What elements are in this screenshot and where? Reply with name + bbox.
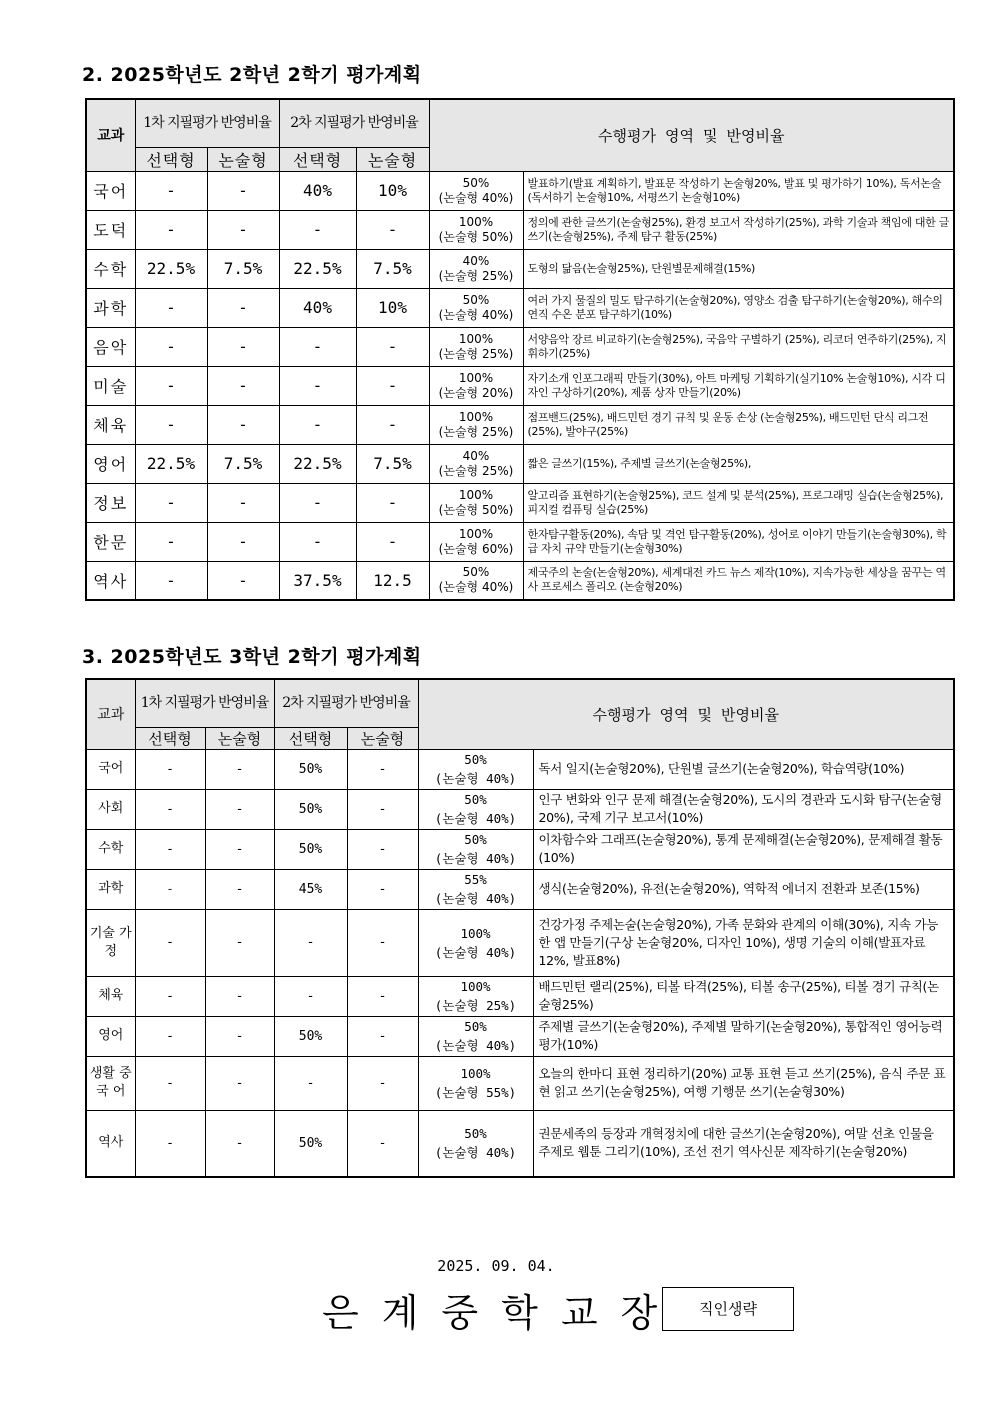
performance-ratio: 55% (464, 872, 487, 887)
performance-description-cell: 짧은 글쓰기(15%), 주제별 글쓰기(논술형25%), (523, 444, 954, 483)
second-essay-cell: - (356, 366, 429, 405)
table-row (86, 288, 954, 327)
second-essay-cell: - (356, 522, 429, 561)
performance-ratio: 100% (458, 409, 494, 424)
table-row (86, 829, 954, 869)
subject-cell: 국어 (86, 171, 135, 210)
subject-cell: 도덕 (86, 210, 135, 249)
header-first-exam: 1차 지필평가 반영비율 (135, 679, 274, 727)
first-essay-cell: - (207, 405, 279, 444)
performance-ratio: 40% (462, 448, 490, 463)
subject-cell: 한문 (86, 522, 135, 561)
performance-ratio-cell (429, 171, 523, 210)
performance-ratio-cell (429, 327, 523, 366)
first-essay-cell: - (205, 1016, 274, 1056)
subject-cell: 역사 (86, 561, 135, 600)
header-essay-1: 논술형 (207, 147, 279, 171)
second-essay-cell: - (347, 869, 418, 909)
second-choice-cell: 40% (279, 288, 356, 327)
first-essay-cell: - (207, 366, 279, 405)
subject-cell: 음악 (86, 327, 135, 366)
performance-description-cell: 점프밴드(25%), 배드민턴 경기 규칙 및 운동 손상 (논술형25%), 배드민턴 단식 리그전(25%), 발야구(25%) (523, 405, 954, 444)
seal-omitted-box: 직인생략 (662, 1287, 794, 1331)
performance-ratio-cell (429, 522, 523, 561)
table-row (86, 366, 954, 405)
second-choice-cell: 37.5% (279, 561, 356, 600)
performance-ratio-cell (418, 1110, 533, 1177)
section3-title: 3. 2025학년도 3학년 2학기 평가계획 (82, 646, 422, 668)
first-choice-cell: - (135, 829, 205, 869)
essay-ratio: (논술형 40%) (434, 771, 517, 786)
second-essay-cell: 7.5% (356, 444, 429, 483)
header-choice-1: 선택형 (135, 727, 205, 749)
performance-ratio-cell (418, 829, 533, 869)
performance-ratio-cell (418, 869, 533, 909)
table-row (86, 1056, 954, 1110)
subject-cell: 과학 (86, 869, 135, 909)
performance-ratio: 100% (460, 979, 491, 994)
first-choice-cell: - (135, 909, 205, 976)
subject-cell: 기술 가정 (86, 909, 135, 976)
second-choice-cell: - (274, 1056, 347, 1110)
document-date: 2025. 09. 04. (437, 1257, 555, 1275)
first-essay-cell: - (207, 171, 279, 210)
second-essay-cell: 12.5 (356, 561, 429, 600)
second-choice-cell: - (279, 366, 356, 405)
header-choice-2: 선택형 (279, 147, 356, 171)
first-choice-cell: - (135, 749, 205, 789)
table-row (86, 869, 954, 909)
first-essay-cell: - (205, 829, 274, 869)
first-essay-cell: - (207, 288, 279, 327)
performance-ratio: 50% (464, 792, 487, 807)
first-essay-cell: 7.5% (207, 249, 279, 288)
performance-ratio: 100% (458, 487, 494, 502)
performance-ratio-cell (429, 288, 523, 327)
table-row (86, 789, 954, 829)
first-choice-cell: - (135, 327, 207, 366)
essay-ratio: (논술형 40%) (434, 851, 517, 866)
second-essay-cell: 7.5% (356, 249, 429, 288)
table-row (86, 210, 954, 249)
first-essay-cell: - (207, 522, 279, 561)
performance-description-cell: 권문세족의 등장과 개혁정치에 대한 글쓰기(논술형20%), 여말 선초 인물을 주제로 웹툰 그리기(10%), 조선 전기 역사신문 제작하기(논술형20%) (533, 1110, 954, 1177)
first-essay-cell: - (205, 789, 274, 829)
performance-description-cell: 주제별 글쓰기(논술형20%), 주제별 말하기(논술형20%), 통합적인 영어능력평가(10%) (533, 1016, 954, 1056)
performance-description-cell: 자기소개 인포그래픽 만들기(30%), 아트 마케팅 기획하기(실기10% 논술형10%), 시각 디자인 구상하기(20%), 제품 상자 만들기(20%) (523, 366, 954, 405)
header-choice-1: 선택형 (135, 147, 207, 171)
subject-cell: 체육 (86, 976, 135, 1016)
subject-cell: 영어 (86, 444, 135, 483)
header-second-exam: 2차 지필평가 반영비율 (274, 679, 418, 727)
performance-ratio-cell (418, 749, 533, 789)
performance-ratio-cell (418, 1016, 533, 1056)
subject-cell: 역사 (86, 1110, 135, 1177)
second-essay-cell: - (347, 789, 418, 829)
performance-ratio-cell (429, 405, 523, 444)
second-essay-cell: - (356, 483, 429, 522)
first-essay-cell: - (207, 327, 279, 366)
table-row (86, 1110, 954, 1177)
grade2-evaluation-table (85, 98, 955, 601)
first-choice-cell: - (135, 789, 205, 829)
essay-ratio: (논술형 55%) (434, 1085, 517, 1100)
subject-cell: 미술 (86, 366, 135, 405)
second-essay-cell: - (347, 1016, 418, 1056)
essay-ratio: (논술형 60%) (438, 541, 514, 556)
performance-ratio: 100% (458, 370, 494, 385)
performance-ratio: 50% (462, 175, 490, 190)
second-choice-cell: 50% (274, 1110, 347, 1177)
table-row (86, 1016, 954, 1056)
table-row (86, 249, 954, 288)
performance-description-cell: 건강가정 주제논술(논술형20%), 가족 문화와 관계의 이해(30%), 지속 가능한 앱 만들기(구상 논술형20%, 디자인 10%), 생명 기술의 이해(발표자료 12%, 발표8%) (533, 909, 954, 976)
table-row (86, 749, 954, 789)
performance-description-cell: 이차함수와 그래프(논술형20%), 통계 문제해결(논술형20%), 문제해결 활동(10%) (533, 829, 954, 869)
performance-ratio-cell (429, 561, 523, 600)
first-essay-cell: - (207, 210, 279, 249)
header-subject: 교과 (86, 679, 135, 749)
performance-ratio: 50% (462, 292, 490, 307)
subject-cell: 수학 (86, 829, 135, 869)
essay-ratio: (논술형 50%) (438, 502, 514, 517)
first-choice-cell: - (135, 210, 207, 249)
performance-description-cell: 여러 가지 물질의 밀도 탐구하기(논술형20%), 영양소 검출 탐구하기(논술형20%), 해수의 연직 수온 분포 탐구하기(10%) (523, 288, 954, 327)
second-choice-cell: 45% (274, 869, 347, 909)
second-choice-cell: 50% (274, 789, 347, 829)
grade3-evaluation-table (85, 678, 955, 1178)
performance-ratio: 100% (458, 214, 494, 229)
header-choice-2: 선택형 (274, 727, 347, 749)
essay-ratio: (논술형 40%) (434, 1145, 517, 1161)
table-row (86, 561, 954, 600)
first-choice-cell: - (135, 1016, 205, 1056)
first-essay-cell: - (205, 1056, 274, 1110)
essay-ratio: (논술형 40%) (434, 811, 517, 826)
table-row (86, 976, 954, 1016)
second-choice-cell: 22.5% (279, 249, 356, 288)
performance-description-cell: 발표하기(발표 계획하기, 발표문 작성하기 논술형20%, 발표 및 평가하기 10%), 독서논술(독서하기 논술형10%, 서평쓰기 논술형10%) (523, 171, 954, 210)
performance-description-cell: 제국주의 논술(논술형20%), 세계대전 카드 뉴스 제작(10%), 지속가능한 세상을 꿈꾸는 역사 프로세스 폴리오 (논술형20%) (523, 561, 954, 600)
second-choice-cell: - (274, 909, 347, 976)
subject-cell: 정보 (86, 483, 135, 522)
performance-ratio: 100% (460, 925, 491, 941)
essay-ratio: (논술형 25%) (434, 998, 517, 1013)
performance-ratio-cell (429, 366, 523, 405)
performance-ratio: 50% (464, 752, 487, 767)
second-choice-cell: 50% (274, 1016, 347, 1056)
table-row (86, 327, 954, 366)
subject-cell: 사회 (86, 789, 135, 829)
header-essay-2: 논술형 (347, 727, 418, 749)
subject-cell: 생활 중국 어 (86, 1056, 135, 1110)
essay-ratio: (논술형 20%) (438, 385, 514, 400)
second-essay-cell: - (356, 327, 429, 366)
first-essay-cell: - (205, 1110, 274, 1177)
first-choice-cell: - (135, 405, 207, 444)
performance-description-cell: 오늘의 한마디 표현 정리하기(20%) 교통 표현 듣고 쓰기(25%), 음식 주문 표현 읽고 쓰기(논술형25%), 여행 기행문 쓰기(논술형30%) (533, 1056, 954, 1110)
second-essay-cell: 10% (356, 288, 429, 327)
subject-cell: 체육 (86, 405, 135, 444)
performance-ratio: 100% (458, 526, 494, 541)
first-essay-cell: - (205, 869, 274, 909)
second-essay-cell: - (347, 976, 418, 1016)
essay-ratio: (논술형 40%) (434, 891, 517, 906)
header-performance: 수행평가 영역 및 반영비율 (418, 679, 954, 749)
principal-name: 은계중학교장 (322, 1291, 681, 1335)
header-essay-1: 논술형 (205, 727, 274, 749)
first-choice-cell: - (135, 869, 205, 909)
subject-cell: 수학 (86, 249, 135, 288)
first-essay-cell: - (205, 749, 274, 789)
second-choice-cell: - (279, 327, 356, 366)
second-essay-cell: - (347, 749, 418, 789)
first-choice-cell: - (135, 976, 205, 1016)
table-row (86, 444, 954, 483)
performance-ratio-cell (418, 909, 533, 976)
first-choice-cell: 22.5% (135, 249, 207, 288)
performance-description-cell: 도형의 닮음(논술형25%), 단원별문제해결(15%) (523, 249, 954, 288)
first-choice-cell: - (135, 1056, 205, 1110)
essay-ratio: (논술형 25%) (438, 463, 514, 478)
table-row (86, 171, 954, 210)
first-choice-cell: 22.5% (135, 444, 207, 483)
subject-cell: 국어 (86, 749, 135, 789)
performance-ratio: 50% (464, 1126, 487, 1142)
performance-ratio-cell (418, 1056, 533, 1110)
table-row (86, 909, 954, 976)
performance-ratio-cell (418, 789, 533, 829)
subject-cell: 과학 (86, 288, 135, 327)
essay-ratio: (논술형 40%) (434, 944, 517, 960)
performance-description-cell: 서양음악 장르 비교하기(논술형25%), 국음악 구별하기 (25%), 리코더 연주하기(25%), 지휘하기(25%) (523, 327, 954, 366)
table-row (86, 405, 954, 444)
first-choice-cell: - (135, 171, 207, 210)
performance-description-cell: 정의에 관한 글쓰기(논술형25%), 환경 보고서 작성하기(25%), 과학 기술과 책임에 대한 글쓰기(논술형25%), 주제 탐구 활동(25%) (523, 210, 954, 249)
first-choice-cell: - (135, 522, 207, 561)
performance-ratio: 100% (460, 1066, 491, 1081)
second-essay-cell: - (347, 1056, 418, 1110)
performance-description-cell: 독서 일지(논술형20%), 단원별 글쓰기(논술형20%), 학습역량(10%) (533, 749, 954, 789)
second-choice-cell: 50% (274, 749, 347, 789)
second-choice-cell: 40% (279, 171, 356, 210)
performance-ratio: 40% (462, 253, 490, 268)
second-essay-cell: - (356, 210, 429, 249)
header-essay-2: 논술형 (356, 147, 429, 171)
performance-description-cell: 한자탐구활동(20%), 속담 및 격언 탐구활동(20%), 성어로 이야기 만들기(논술형30%), 학급 자치 규약 만들기(논술형30%) (523, 522, 954, 561)
performance-ratio-cell (429, 210, 523, 249)
performance-description-cell: 배드민턴 랠리(25%), 티볼 타격(25%), 티볼 송구(25%), 티볼 경기 규칙(논술형25%) (533, 976, 954, 1016)
performance-ratio: 100% (458, 331, 494, 346)
essay-ratio: (논술형 50%) (438, 229, 514, 244)
first-choice-cell: - (135, 483, 207, 522)
subject-cell: 영어 (86, 1016, 135, 1056)
table-row (86, 522, 954, 561)
first-essay-cell: - (205, 909, 274, 976)
performance-ratio-cell (429, 249, 523, 288)
first-essay-cell: - (205, 976, 274, 1016)
second-choice-cell: - (274, 976, 347, 1016)
performance-ratio: 50% (464, 1019, 487, 1034)
second-essay-cell: - (347, 829, 418, 869)
header-second-exam: 2차 지필평가 반영비율 (279, 99, 429, 147)
performance-description-cell: 알고리즘 표현하기(논술형25%), 코드 설계 및 분석(25%), 프로그래밍 실습(논술형25%), 피지컬 컴퓨팅 실습(25%) (523, 483, 954, 522)
second-choice-cell: - (279, 522, 356, 561)
first-choice-cell: - (135, 561, 207, 600)
essay-ratio: (논술형 40%) (434, 1038, 517, 1053)
essay-ratio: (논술형 40%) (438, 190, 514, 205)
second-essay-cell: - (347, 1110, 418, 1177)
second-choice-cell: - (279, 405, 356, 444)
first-essay-cell: 7.5% (207, 444, 279, 483)
second-essay-cell: - (356, 405, 429, 444)
section2-title: 2. 2025학년도 2학년 2학기 평가계획 (82, 64, 422, 86)
second-essay-cell: 10% (356, 171, 429, 210)
second-choice-cell: - (279, 210, 356, 249)
performance-ratio-cell (429, 444, 523, 483)
first-choice-cell: - (135, 366, 207, 405)
performance-ratio: 50% (464, 832, 487, 847)
essay-ratio: (논술형 25%) (438, 346, 514, 361)
header-performance: 수행평가 영역 및 반영비율 (429, 99, 954, 171)
essay-ratio: (논술형 40%) (438, 307, 514, 322)
first-essay-cell: - (207, 483, 279, 522)
second-choice-cell: 22.5% (279, 444, 356, 483)
essay-ratio: (논술형 25%) (438, 268, 514, 283)
first-essay-cell: - (207, 561, 279, 600)
essay-ratio: (논술형 40%) (438, 580, 514, 595)
header-first-exam: 1차 지필평가 반영비율 (135, 99, 279, 147)
performance-ratio: 50% (462, 565, 490, 580)
performance-ratio-cell (429, 483, 523, 522)
performance-description-cell: 생식(논술형20%), 유전(논술형20%), 역학적 에너지 전환과 보존(15%) (533, 869, 954, 909)
second-choice-cell: 50% (274, 829, 347, 869)
first-choice-cell: - (135, 1110, 205, 1177)
essay-ratio: (논술형 25%) (438, 424, 514, 439)
table-row (86, 483, 954, 522)
header-subject: 교과 (86, 99, 135, 171)
performance-description-cell: 인구 변화와 인구 문제 해결(논술형20%), 도시의 경관과 도시화 탐구(논술형20%), 국제 기구 보고서(10%) (533, 789, 954, 829)
second-essay-cell: - (347, 909, 418, 976)
performance-ratio-cell (418, 976, 533, 1016)
second-choice-cell: - (279, 483, 356, 522)
first-choice-cell: - (135, 288, 207, 327)
